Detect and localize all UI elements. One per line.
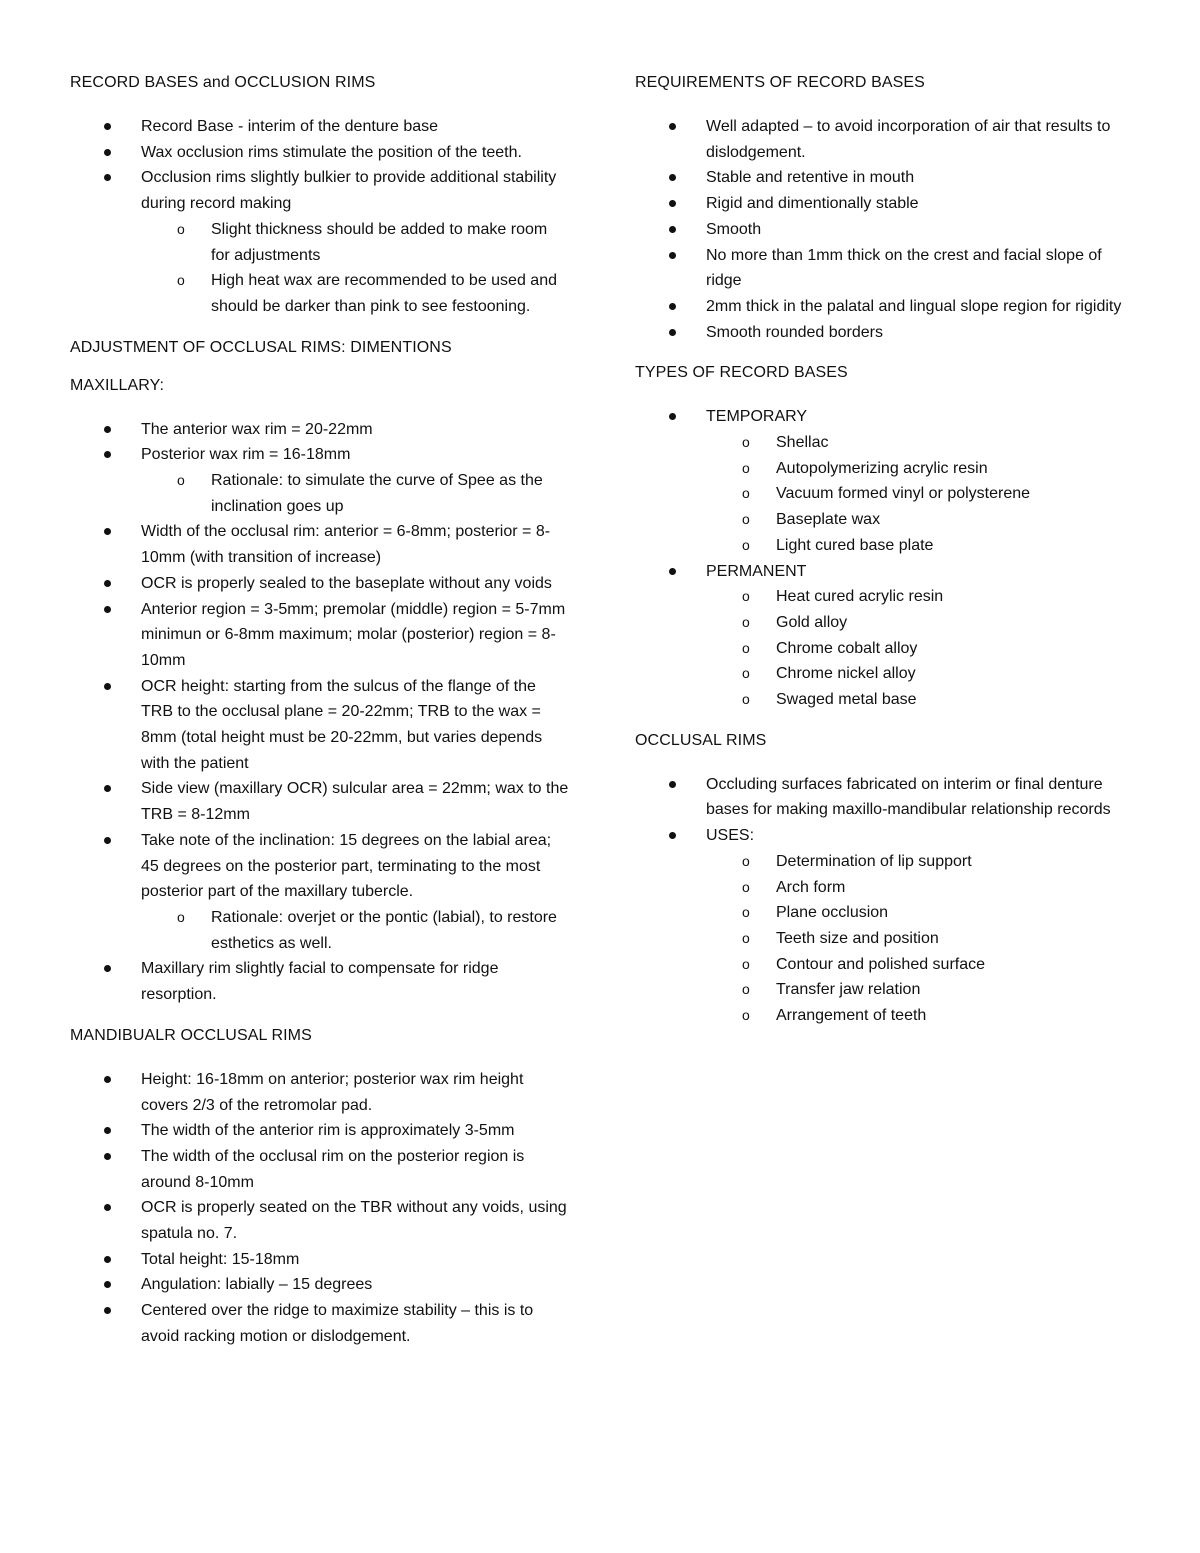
filled-bullet-icon: [104, 785, 111, 792]
sub-list-item: [635, 849, 1130, 875]
filled-bullet-icon: [669, 226, 676, 233]
list-item-text: Well adapted – to avoid incorporation of air that results to dislodgement.: [706, 118, 1111, 161]
filled-bullet-icon: [104, 1127, 111, 1134]
list-item-text: Angulation: labially – 15 degrees: [141, 1276, 373, 1294]
left-column: [70, 72, 570, 1350]
section-heading-adjustment-of-occlusal-rims-dimentions: ADJUSTMENT OF OCCLUSAL RIMS: DIMENTIONS: [70, 338, 452, 356]
bullet-list: [635, 772, 1130, 1029]
list-item-text: Rationale: to simulate the curve of Spee as the inclination goes up: [211, 472, 543, 515]
hollow-bullet-icon: o: [177, 220, 185, 237]
hollow-bullet-icon: o: [742, 691, 750, 708]
list-item-text: Arrangement of teeth: [776, 1007, 927, 1025]
list-item: [70, 1247, 570, 1273]
bullet-list: [70, 417, 570, 1008]
filled-bullet-icon: [104, 149, 111, 156]
sub-list-item: [635, 687, 1130, 713]
filled-bullet-icon: [669, 303, 676, 310]
section-heading-maxillary: MAXILLARY:: [70, 376, 165, 394]
hollow-bullet-icon: o: [742, 852, 750, 869]
list-item-text: Heat cured acrylic resin: [776, 588, 944, 606]
filled-bullet-icon: [104, 426, 111, 433]
sub-list-item: [635, 481, 1130, 507]
list-item-text: Baseplate wax: [776, 511, 881, 529]
sub-list-item: [70, 268, 570, 319]
filled-bullet-icon: [104, 528, 111, 535]
right-column: [635, 72, 1130, 1029]
list-item: [70, 1298, 570, 1349]
list-item: [635, 191, 1130, 217]
filled-bullet-icon: [104, 1307, 111, 1314]
list-item-text: Transfer jaw relation: [776, 981, 921, 999]
hollow-bullet-icon: o: [742, 511, 750, 528]
list-item-text: OCR is properly sealed to the baseplate without any voids: [141, 574, 552, 592]
filled-bullet-icon: [104, 965, 111, 972]
list-item-text: Rationale: overjet or the pontic (labial), to restore esthetics as well.: [211, 908, 557, 952]
list-item-text: OCR height: starting from the sulcus of the flange of the TRB to the occlusal plane = 20-22mm; TRB to the wax = 8mm (total height must be 20-22mm, but varies depends with the patient: [141, 677, 543, 772]
list-item-text: Width of the occlusal rim: anterior = 6-8mm; posterior = 8-10mm (with transition of increase): [141, 523, 551, 567]
filled-bullet-icon: [669, 781, 676, 788]
hollow-bullet-icon: o: [742, 639, 750, 656]
list-item: [70, 776, 570, 827]
list-item-text: Smooth rounded borders: [706, 323, 883, 341]
hollow-bullet-icon: o: [177, 908, 185, 925]
bullet-list: [70, 114, 570, 320]
list-item: [635, 320, 1130, 346]
list-item: [70, 165, 570, 216]
hollow-bullet-icon: o: [742, 878, 750, 895]
sub-list-item: [635, 507, 1130, 533]
list-item: [70, 1272, 570, 1298]
filled-bullet-icon: [104, 1076, 111, 1083]
list-item-text: Light cured base plate: [776, 536, 934, 554]
hollow-bullet-icon: o: [742, 665, 750, 682]
list-item: [70, 674, 570, 777]
list-item: [70, 114, 570, 140]
list-item-text: 2mm thick in the palatal and lingual slope region for rigidity: [706, 297, 1122, 315]
list-item: [70, 417, 570, 443]
filled-bullet-icon: [104, 451, 111, 458]
hollow-bullet-icon: o: [742, 588, 750, 605]
section-heading-types-of-record-bases: TYPES OF RECORD BASES: [635, 364, 848, 382]
hollow-bullet-icon: o: [742, 459, 750, 476]
filled-bullet-icon: [669, 832, 676, 839]
filled-bullet-icon: [104, 606, 111, 613]
sub-list-item: [635, 926, 1130, 952]
filled-bullet-icon: [669, 252, 676, 259]
sub-list-item: [635, 977, 1130, 1003]
list-item-text: TEMPORARY: [706, 408, 808, 426]
hollow-bullet-icon: o: [742, 1007, 750, 1024]
list-item: [635, 243, 1130, 294]
list-item-text: USES:: [706, 827, 755, 845]
list-item-text: PERMANENT: [706, 562, 807, 580]
list-item-text: Shellac: [776, 434, 829, 452]
hollow-bullet-icon: o: [742, 613, 750, 630]
list-item: [70, 828, 570, 905]
section-heading-mandibualr-occlusal-rims: MANDIBUALR OCCLUSAL RIMS: [70, 1026, 312, 1044]
list-item-text: The width of the anterior rim is approximately 3-5mm: [141, 1122, 515, 1140]
filled-bullet-icon: [104, 1281, 111, 1288]
sub-list-item: [635, 610, 1130, 636]
hollow-bullet-icon: o: [742, 536, 750, 553]
bullet-list: [635, 404, 1130, 712]
filled-bullet-icon: [104, 1204, 111, 1211]
list-item-text: Contour and polished surface: [776, 955, 986, 973]
list-item-text: Teeth size and position: [776, 929, 939, 947]
list-item: [70, 519, 570, 570]
sub-list-item: [635, 1003, 1130, 1029]
sub-list-item: [635, 430, 1130, 456]
bullet-list: [635, 114, 1130, 345]
list-item: [635, 772, 1130, 823]
sub-list-item: [635, 661, 1130, 687]
list-item: [635, 217, 1130, 243]
list-item-text: Stable and retentive in mouth: [706, 169, 915, 187]
list-item: [635, 823, 1130, 849]
sub-list-item: [635, 875, 1130, 901]
list-item-text: The width of the occlusal rim on the posterior region is around 8-10mm: [141, 1147, 525, 1191]
filled-bullet-icon: [669, 123, 676, 130]
filled-bullet-icon: [669, 568, 676, 575]
list-item: [635, 114, 1130, 165]
sub-list-item: [635, 636, 1130, 662]
list-item: [70, 1067, 570, 1118]
section-heading-record-bases-and-occlusion-rims: RECORD BASES and OCCLUSION RIMS: [70, 74, 376, 91]
list-item: [635, 165, 1130, 191]
filled-bullet-icon: [104, 1153, 111, 1160]
sub-list-item: [635, 456, 1130, 482]
list-item-text: Posterior wax rim = 16-18mm: [141, 446, 351, 464]
filled-bullet-icon: [669, 174, 676, 181]
filled-bullet-icon: [104, 123, 111, 130]
list-item-text: Total height: 15-18mm: [141, 1250, 300, 1268]
hollow-bullet-icon: o: [742, 955, 750, 972]
list-item-text: The anterior wax rim = 20-22mm: [141, 420, 373, 438]
list-item: [70, 442, 570, 468]
section-heading-occlusal-rims: OCCLUSAL RIMS: [635, 731, 767, 749]
hollow-bullet-icon: o: [742, 434, 750, 451]
filled-bullet-icon: [104, 1256, 111, 1263]
list-item-text: Maxillary rim slightly facial to compensate for ridge resorption.: [141, 960, 499, 1004]
list-item-text: Slight thickness should be added to make room for adjustments: [211, 220, 548, 264]
sub-list-item: [635, 900, 1130, 926]
list-item-text: Centered over the ridge to maximize stability – this is to avoid racking motion or dislodgement.: [141, 1302, 534, 1345]
list-item-text: Determination of lip support: [776, 852, 972, 870]
hollow-bullet-icon: o: [177, 272, 185, 289]
filled-bullet-icon: [104, 580, 111, 587]
list-item-text: Chrome cobalt alloy: [776, 639, 918, 657]
filled-bullet-icon: [669, 200, 676, 207]
list-item-text: Occluding surfaces fabricated on interim or final denture bases for making maxillo-mandibular relationship records: [706, 775, 1111, 819]
filled-bullet-icon: [669, 413, 676, 420]
filled-bullet-icon: [104, 683, 111, 690]
hollow-bullet-icon: o: [742, 929, 750, 946]
section-heading-requirements-of-record-bases: REQUIREMENTS OF RECORD BASES: [635, 74, 925, 91]
list-item-text: Occlusion rims slightly bulkier to provide additional stability during record making: [141, 169, 557, 213]
sub-list-item: [70, 905, 570, 956]
list-item-text: Gold alloy: [776, 613, 848, 631]
list-item: [70, 140, 570, 166]
hollow-bullet-icon: o: [177, 472, 185, 489]
list-item-text: Height: 16-18mm on anterior; posterior wax rim height covers 2/3 of the retromolar pad.: [141, 1070, 524, 1114]
list-item: [635, 559, 1130, 585]
list-item-text: Smooth: [706, 220, 762, 238]
list-item-text: Vacuum formed vinyl or polysterene: [776, 485, 1031, 503]
list-item-text: Chrome nickel alloy: [776, 665, 916, 683]
sub-list-item: [635, 533, 1130, 559]
sub-list-item: [70, 217, 570, 268]
hollow-bullet-icon: o: [742, 904, 750, 921]
list-item: [70, 1118, 570, 1144]
list-item-text: Plane occlusion: [776, 904, 889, 922]
list-item: [70, 1144, 570, 1195]
list-item: [70, 597, 570, 674]
list-item: [635, 404, 1130, 430]
bullet-list: [70, 1067, 570, 1350]
list-item: [635, 294, 1130, 320]
list-item: [70, 571, 570, 597]
list-item-text: No more than 1mm thick on the crest and facial slope of ridge: [706, 246, 1102, 290]
list-item-text: High heat wax are recommended to be used and should be darker than pink to see festooning.: [211, 272, 557, 315]
list-item-text: Arch form: [776, 878, 846, 896]
list-item-text: Rigid and dimentionally stable: [706, 195, 919, 213]
sub-list-item: [70, 468, 570, 519]
filled-bullet-icon: [669, 329, 676, 336]
sub-list-item: [635, 952, 1130, 978]
filled-bullet-icon: [104, 837, 111, 844]
list-item: [70, 1195, 570, 1246]
list-item-text: OCR is properly seated on the TBR without any voids, using spatula no. 7.: [141, 1199, 567, 1243]
list-item-text: Wax occlusion rims stimulate the position of the teeth.: [141, 143, 522, 161]
list-item-text: Anterior region = 3-5mm; premolar (middle) region = 5-7mm minimun or 6-8mm maximum; molar (posterior) region = 8-10mm: [141, 600, 566, 669]
list-item-text: Side view (maxillary OCR) sulcular area = 22mm; wax to the TRB = 8-12mm: [141, 780, 569, 824]
list-item-text: Autopolymerizing acrylic resin: [776, 459, 988, 477]
hollow-bullet-icon: o: [742, 981, 750, 998]
sub-list-item: [635, 584, 1130, 610]
list-item-text: Swaged metal base: [776, 691, 917, 709]
list-item: [70, 956, 570, 1007]
list-item-text: Record Base - interim of the denture base: [141, 118, 439, 135]
hollow-bullet-icon: o: [742, 485, 750, 502]
filled-bullet-icon: [104, 174, 111, 181]
list-item-text: Take note of the inclination: 15 degrees on the labial area; 45 degrees on the posterior part, terminating to the most posterior part of the maxillary tubercle.: [141, 831, 552, 901]
